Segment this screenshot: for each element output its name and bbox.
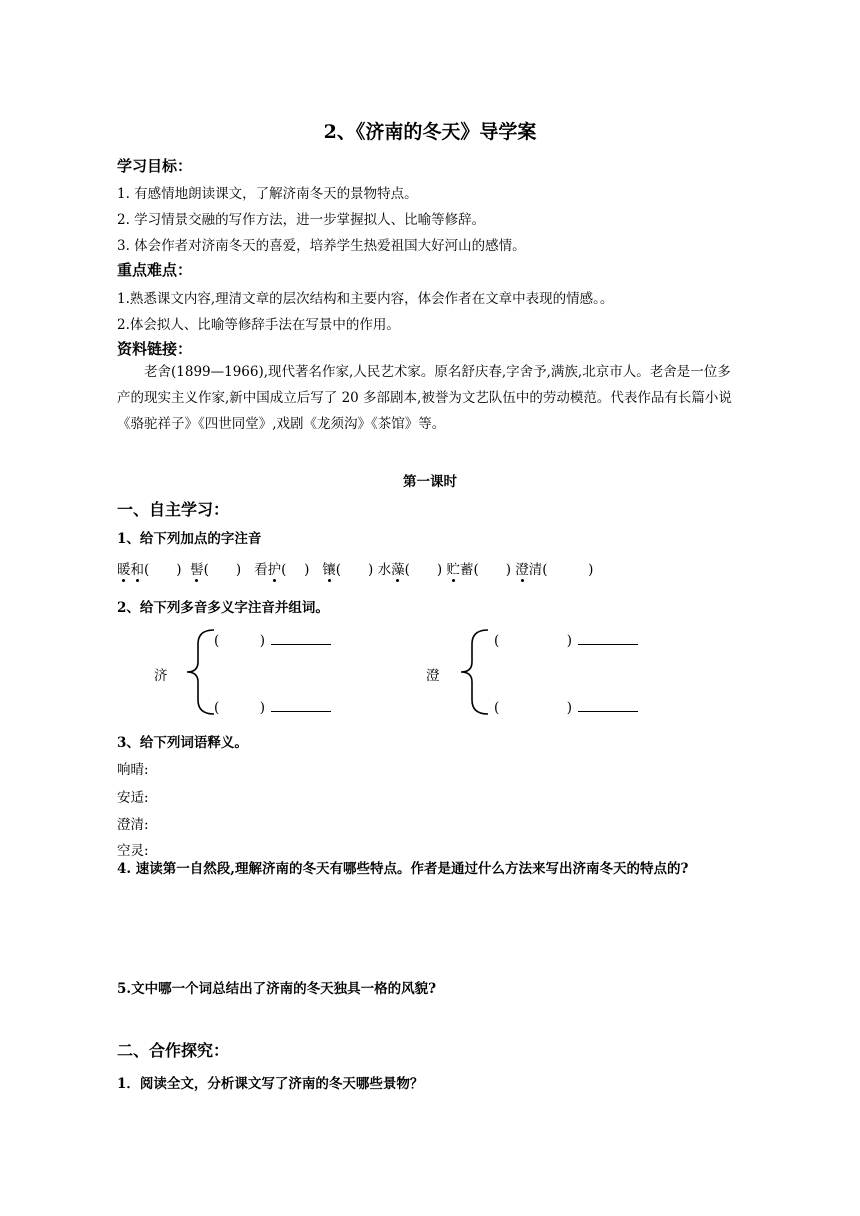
answer-blank[interactable]: ( ): [473, 562, 511, 578]
answer-blank[interactable]: ( ): [404, 562, 443, 578]
question-4: 4. 速读第一自然段,理解济南的冬天有哪些特点。作者是通过什么方法来写出济南冬天的特点的?: [117, 861, 689, 877]
answer-blank[interactable]: ( ): [335, 562, 374, 578]
term-item: 澄清:: [117, 817, 149, 833]
dotted-char: 澄: [515, 558, 529, 578]
poly-row: [214, 696, 331, 716]
word-blank-line[interactable]: [271, 632, 331, 645]
word-char: 看: [254, 562, 268, 578]
question-1: 1、给下列加点的字注音: [117, 531, 262, 547]
answer-blank[interactable]: ( ): [494, 700, 573, 716]
objective-item: 2. 学习情景交融的写作方法，进一步掌握拟人、比喻等修辞。: [117, 212, 486, 228]
objective-item: 3. 体会作者对济南冬天的喜爱，培养学生热爱祖国大好河山的感情。: [117, 238, 526, 254]
term-item: 空灵:: [117, 843, 149, 859]
page-title: 2、《济南的冬天》导学案: [323, 121, 537, 143]
question-6: 1．阅读全文，分析课文写了济南的冬天哪些景物？: [117, 1076, 424, 1092]
answer-blank[interactable]: ( ): [542, 562, 594, 578]
word-blank-line[interactable]: [578, 632, 638, 645]
poly-char-ji: 济: [154, 668, 168, 684]
poly-char-cheng: 澄: [426, 668, 440, 684]
question-2: 2、给下列多音多义字注音并组词。: [117, 600, 329, 616]
word-char: 暖: [117, 558, 131, 578]
answer-blank[interactable]: ( ): [494, 633, 573, 649]
term-item: 安适:: [117, 790, 149, 806]
answer-blank[interactable]: ( ): [214, 633, 266, 649]
key-point-item: 1.熟悉课文内容,理清文章的层次结构和主要内容，体会作者在文章中表现的情感。。: [117, 291, 614, 307]
section-cooperative: 二、合作探究：: [117, 1041, 230, 1060]
word-blank-line[interactable]: [578, 699, 638, 712]
answer-blank[interactable]: ( ): [214, 700, 266, 716]
left-brace-icon: [458, 628, 490, 716]
term-item: 响晴:: [117, 762, 149, 778]
lesson-title: 第一课时: [403, 474, 457, 490]
resources-paragraph: 老舍(1899—1966),现代著名作家,人民艺术家。原名舒庆春,字舍予,满族,北京市人。老舍是一位多产的现实主义作家,新中国成立后写了 20 多部剧本,被誉为文艺队伍中的劳动模范。代表作品有长篇小说《骆驼祥子》《四世同堂》,戏剧《龙须沟》《茶馆》等。: [117, 364, 732, 432]
resources-heading: 资料链接：: [117, 340, 193, 358]
section-self-study: 一、自主学习：: [117, 500, 230, 519]
pinyin-row: [117, 558, 593, 578]
poly-row: [214, 629, 331, 649]
objectives-heading: 学习目标：: [117, 157, 193, 175]
poly-row: [494, 629, 638, 649]
dotted-char: 镶: [322, 558, 336, 578]
key-points-heading: 重点难点：: [117, 261, 193, 279]
word-char: 水: [377, 562, 392, 578]
question-3: 3、给下列词语释义。: [117, 735, 248, 751]
dotted-char: 藻: [391, 558, 405, 578]
answer-blank[interactable]: ( ): [144, 562, 182, 578]
dotted-char: 和: [131, 558, 145, 578]
answer-blank[interactable]: ( ): [281, 562, 310, 578]
poly-row: [494, 696, 638, 716]
answer-blank[interactable]: ( ): [203, 562, 242, 578]
objective-item: 1. 有感情地朗读课文，了解济南冬天的景物特点。: [117, 186, 418, 202]
question-5: 5.文中哪一个词总结出了济南的冬天独具一格的风貌?: [117, 981, 437, 997]
key-point-item: 2.体会拟人、比喻等修辞手法在写景中的作用。: [117, 317, 400, 333]
dotted-char: 贮: [446, 558, 460, 578]
word-char: 清: [528, 562, 543, 578]
dotted-char: 髻: [190, 558, 204, 578]
word-char: 蓄: [459, 562, 474, 578]
dotted-char: 护: [268, 558, 282, 578]
left-brace-icon: [184, 628, 216, 716]
word-blank-line[interactable]: [271, 699, 331, 712]
